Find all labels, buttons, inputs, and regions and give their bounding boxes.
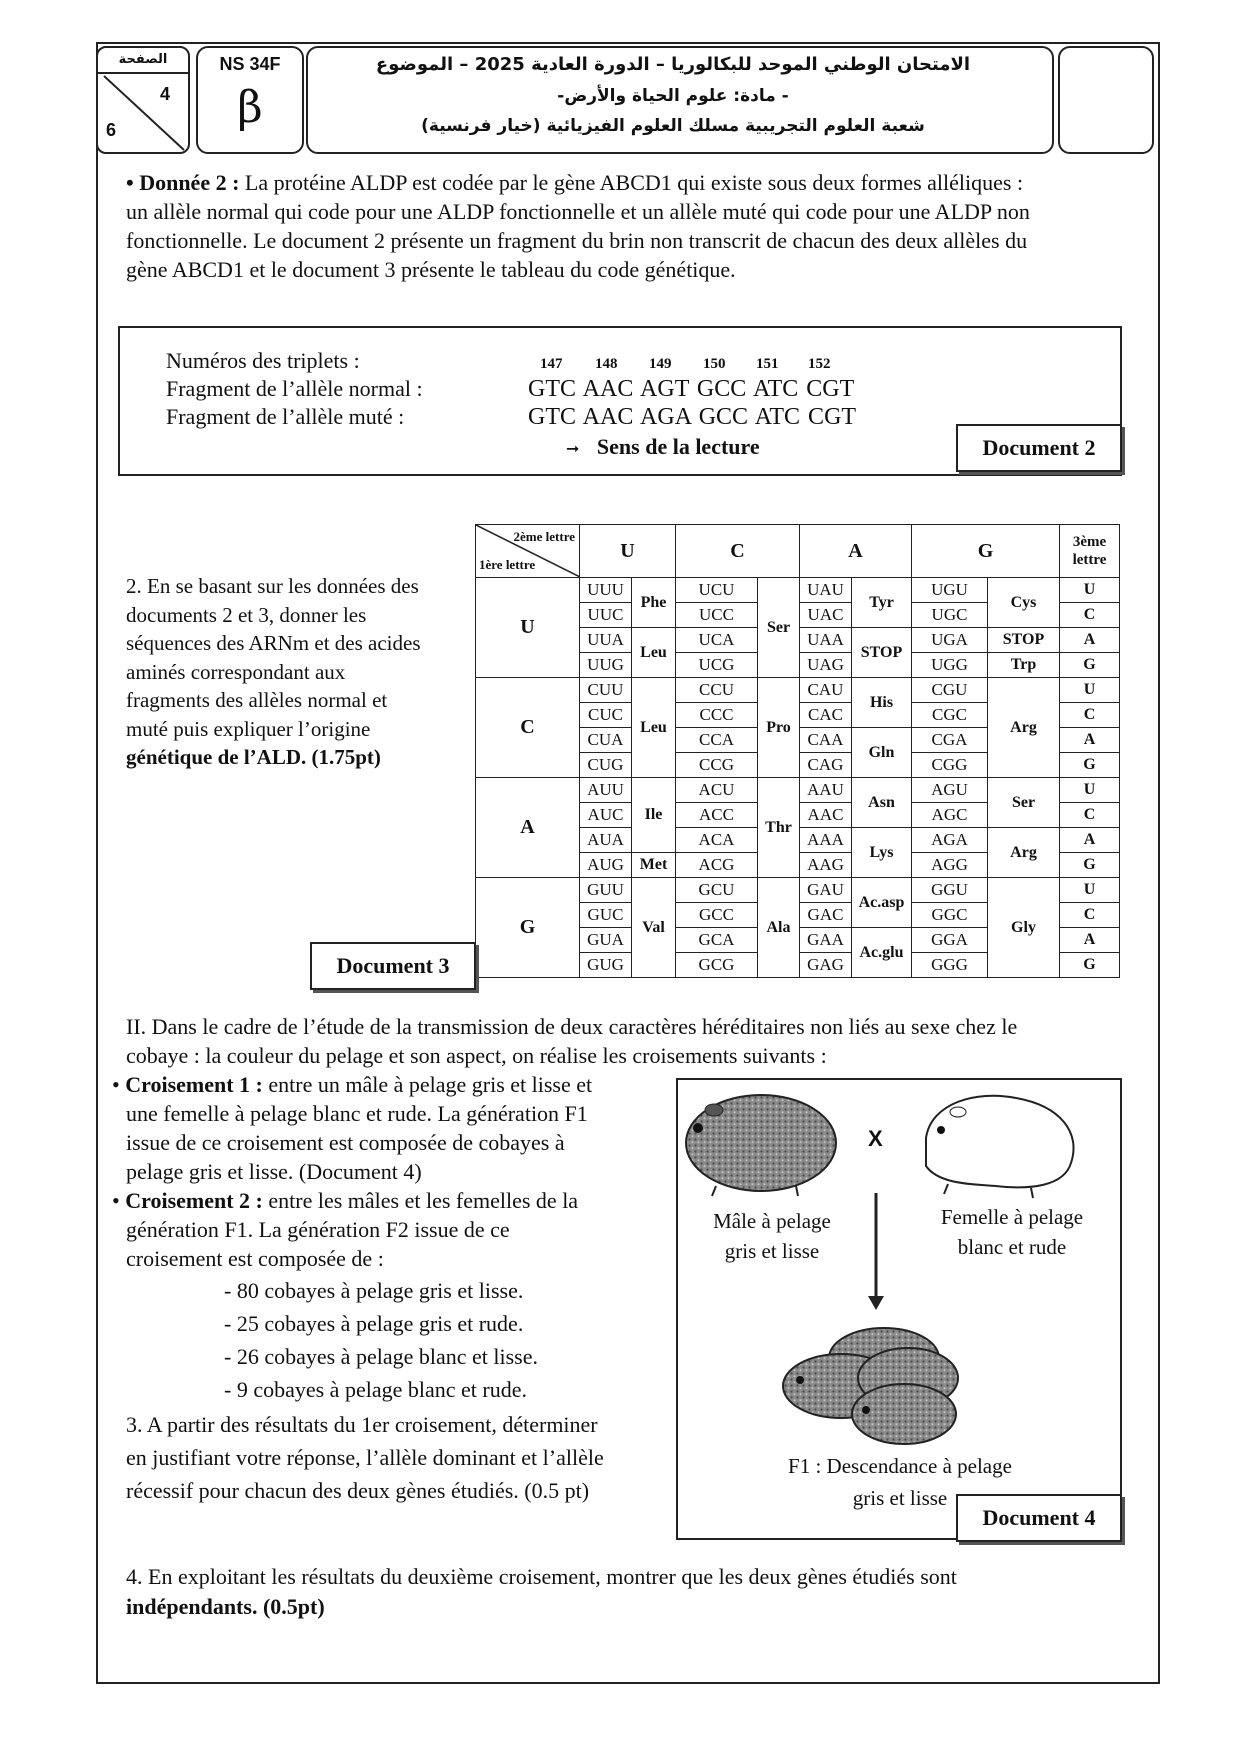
codon: AUC — [580, 803, 632, 828]
codon: AAA — [800, 828, 852, 853]
codon: UUG — [580, 653, 632, 678]
second-letter-header: G — [912, 525, 1060, 578]
amino-acid: Ile — [632, 778, 676, 853]
first-letter: U — [476, 578, 580, 678]
codon: GGC — [912, 903, 988, 928]
female-caption-line: Femelle à pelage — [940, 1205, 1084, 1229]
question2-line: génétique de l’ALD. (1.75pt) — [126, 745, 381, 769]
question3 — [126, 1408, 656, 1507]
amino-acid: Ala — [758, 878, 800, 978]
amino-acid: Ac.glu — [852, 928, 912, 978]
triplet-number: 149 — [649, 356, 672, 372]
codon: CCG — [676, 753, 758, 778]
codon: GCC — [676, 903, 758, 928]
croisement1-line: une femelle à pelage blanc et rude. La génération F1 — [126, 1101, 588, 1126]
third-letter: A — [1060, 928, 1120, 953]
cross-sign: X — [868, 1126, 883, 1151]
amino-acid: Thr — [758, 778, 800, 878]
codon: CCC — [676, 703, 758, 728]
reading-direction-label: Sens de la lecture — [596, 434, 760, 459]
donnee2-line: gène ABCD1 et le document 3 présente le tableau du code génétique. — [126, 257, 736, 282]
doc2-label-mute: Fragment de l’allèle muté : — [166, 404, 405, 429]
codon: CUA — [580, 728, 632, 753]
exam-title-line1: الامتحان الوطني الموحد للبكالوريا – الدورة العادية 2025 – الموضوع — [375, 54, 971, 75]
codon: GAA — [800, 928, 852, 953]
croisement1-line: entre un mâle à pelage gris et lisse et — [268, 1072, 593, 1097]
codon: UGG — [912, 653, 988, 678]
codon: GUC — [580, 903, 632, 928]
amino-acid: STOP — [988, 628, 1060, 653]
codon: AGG — [912, 853, 988, 878]
codon: AGU — [912, 778, 988, 803]
codon: CAA — [800, 728, 852, 753]
f2-result: - 26 cobayes à pelage blanc et lisse. — [224, 1344, 538, 1369]
codon: AGC — [912, 803, 988, 828]
third-letter: U — [1060, 678, 1120, 703]
amino-acid: Ser — [758, 578, 800, 678]
question4-line: 4. En exploitant les résultats du deuxième croisement, montrer que les deux gènes étudiés sont — [126, 1564, 957, 1589]
amino-acid: Gly — [988, 878, 1060, 978]
codon: AAU — [800, 778, 852, 803]
male-guinea-pig-icon — [686, 1095, 836, 1196]
exam-title-line2: - مادة: علوم الحياة والأرض- — [557, 86, 789, 106]
female-caption — [922, 1202, 1102, 1262]
croisement2-line: entre les mâles et les femelles de la — [268, 1188, 579, 1213]
amino-acid: Arg — [988, 828, 1060, 878]
codon: CAC — [800, 703, 852, 728]
exam-title-box — [306, 46, 1054, 154]
triplet-number: 147 — [540, 356, 563, 372]
codon: UCC — [676, 603, 758, 628]
f2-result: - 9 cobayes à pelage blanc et rude. — [224, 1377, 527, 1402]
corner-second-letter: 2ème lettre — [513, 529, 575, 544]
part2-intro-line: II. Dans le cadre de l’étude de la transmission de deux caractères héréditaires non liés au sexe chez le — [126, 1014, 1018, 1039]
codon: CAG — [800, 753, 852, 778]
third-letter: G — [1060, 653, 1120, 678]
codon: AGA — [912, 828, 988, 853]
question3-line: récessif pour chacun des deux gènes étudiés. (0.5 pt) — [126, 1478, 590, 1503]
f1-caption-line: gris et lisse — [852, 1486, 948, 1510]
codon: CGG — [912, 753, 988, 778]
codon: AAC — [800, 803, 852, 828]
document3-label: Document 3 — [310, 942, 476, 990]
question2-line: aminés correspondant aux — [126, 659, 346, 684]
codon: CAU — [800, 678, 852, 703]
codon: GAG — [800, 953, 852, 978]
reading-direction — [566, 434, 760, 460]
croisement2-label: Croisement 2 : — [125, 1188, 263, 1213]
normal-sequence: GTC AAC AGT GCC ATC CGT — [528, 376, 855, 402]
exam-variant: β — [237, 82, 263, 133]
codon: UGU — [912, 578, 988, 603]
donnee2-line: fonctionnelle. Le document 2 présente un fragment du brin non transcrit de chacun des deux allèles du — [126, 228, 1028, 253]
blank-box — [1058, 46, 1154, 154]
codon: UCG — [676, 653, 758, 678]
male-caption-line: Mâle à pelage — [713, 1209, 831, 1233]
codon: GCG — [676, 953, 758, 978]
page-total: 6 — [106, 120, 117, 140]
arrow-right-icon: ➞ — [566, 439, 580, 458]
document2-label: Document 2 — [956, 424, 1122, 472]
page-number-box — [96, 46, 190, 154]
codon: GGA — [912, 928, 988, 953]
amino-acid: Tyr — [852, 578, 912, 628]
third-letter: A — [1060, 728, 1120, 753]
doc2-label-normal: Fragment de l’allèle normal : — [166, 376, 423, 401]
question2 — [126, 572, 460, 772]
third-letter: A — [1060, 828, 1120, 853]
donnee2-label: • Donnée 2 : — [126, 170, 240, 195]
triplet-number: 148 — [595, 356, 618, 372]
amino-acid: Phe — [632, 578, 676, 628]
triplet-number: 150 — [703, 356, 726, 372]
exam-code: NS 34F — [219, 54, 281, 74]
third-letter-header: 3ème lettre — [1060, 525, 1120, 578]
codon: CGU — [912, 678, 988, 703]
codon: UAG — [800, 653, 852, 678]
amino-acid: Val — [632, 878, 676, 978]
codon: ACG — [676, 853, 758, 878]
triplet-number: 152 — [808, 356, 831, 372]
corner-first-letter: 1ère lettre — [479, 557, 536, 572]
codon: GCU — [676, 878, 758, 903]
amino-acid: Ser — [988, 778, 1060, 828]
donnee2-paragraph — [126, 168, 1126, 284]
codon: AUA — [580, 828, 632, 853]
codon: AAG — [800, 853, 852, 878]
page-label: الصفحة — [98, 48, 188, 74]
amino-acid: STOP — [852, 628, 912, 678]
second-letter-header: C — [676, 525, 800, 578]
codon: UAA — [800, 628, 852, 653]
codon: UUU — [580, 578, 632, 603]
third-letter: G — [1060, 853, 1120, 878]
third-letter: C — [1060, 603, 1120, 628]
down-arrow-icon — [868, 1193, 884, 1310]
amino-acid: Arg — [988, 678, 1060, 778]
codon: UAC — [800, 603, 852, 628]
part2-intro — [126, 1012, 1136, 1070]
amino-acid: His — [852, 678, 912, 728]
f1-caption-line: F1 : Descendance à pelage — [788, 1454, 1012, 1478]
codon: UGC — [912, 603, 988, 628]
exam-title-line3: شعبة العلوم التجريبية مسلك العلوم الفيزيائية (خيار فرنسية) — [421, 116, 925, 136]
question3-line: en justifiant votre réponse, l’allèle dominant et l’allèle — [126, 1445, 604, 1470]
exam-code-box — [196, 46, 304, 154]
croisement1-label: Croisement 1 : — [125, 1072, 263, 1097]
table-corner — [476, 525, 580, 578]
croisement1-line: issue de ce croisement est composée de cobayes à — [126, 1130, 565, 1155]
codon: CCU — [676, 678, 758, 703]
third-letter: U — [1060, 778, 1120, 803]
third-letter: C — [1060, 903, 1120, 928]
codon: CGC — [912, 703, 988, 728]
male-caption-line: gris et lisse — [724, 1239, 820, 1263]
genetic-code-table — [475, 524, 1120, 978]
amino-acid: Pro — [758, 678, 800, 778]
donnee2-line: un allèle normal qui code pour une ALDP fonctionnelle et un allèle muté qui code pour une ALDP non — [126, 199, 1030, 224]
amino-acid: Leu — [632, 628, 676, 678]
codon: GUU — [580, 878, 632, 903]
codon: GGU — [912, 878, 988, 903]
f2-result: - 80 cobayes à pelage gris et lisse. — [224, 1278, 524, 1303]
codon: GAC — [800, 903, 852, 928]
female-caption-line: blanc et rude — [957, 1235, 1067, 1259]
third-letter: G — [1060, 953, 1120, 978]
part2-intro-line: cobaye : la couleur du pelage et son aspect, on réalise les croisements suivants : — [126, 1043, 827, 1068]
third-letter: U — [1060, 878, 1120, 903]
f1-guinea-pigs-icon — [783, 1328, 958, 1444]
codon: AUU — [580, 778, 632, 803]
codon: GGG — [912, 953, 988, 978]
codon: CGA — [912, 728, 988, 753]
croisement1-line: pelage gris et lisse. (Document 4) — [126, 1159, 422, 1184]
amino-acid: Cys — [988, 578, 1060, 628]
codon: CUU — [580, 678, 632, 703]
codon: ACC — [676, 803, 758, 828]
third-letter: G — [1060, 753, 1120, 778]
question3-line: 3. A partir des résultats du 1er croisement, déterminer — [126, 1412, 598, 1437]
second-letter-header: A — [800, 525, 912, 578]
question2-line: fragments des allèles normal et — [126, 688, 388, 712]
second-letter-header: U — [580, 525, 676, 578]
codon: CUC — [580, 703, 632, 728]
croisement2: • Croisement 2 : entre les mâles et les femelles de la génération F1. La génération F2 issue de ce croisement est composée de : — [112, 1186, 632, 1273]
male-caption — [692, 1206, 852, 1266]
triplet-number: 151 — [756, 356, 779, 372]
donnee2-line: La protéine ALDP est codée par le gène ABCD1 qui existe sous deux formes alléliques : — [244, 170, 1024, 195]
amino-acid: Asn — [852, 778, 912, 828]
codon: AUG — [580, 853, 632, 878]
croisement1: • Croisement 1 : entre un mâle à pelage gris et lisse et une femelle à pelage blanc et rude. La génération F1 issue de ce croisement est composée de cobayes à pelage gris et lisse. (Document 4) — [112, 1070, 632, 1186]
third-letter: C — [1060, 703, 1120, 728]
codon: GCA — [676, 928, 758, 953]
codon: CCA — [676, 728, 758, 753]
codon: CUG — [580, 753, 632, 778]
document4-label: Document 4 — [956, 1494, 1122, 1542]
codon: UAU — [800, 578, 852, 603]
croisement2-line: croisement est composée de : — [126, 1246, 384, 1271]
f2-result: - 25 cobayes à pelage gris et rude. — [224, 1311, 524, 1336]
codon: GUA — [580, 928, 632, 953]
amino-acid: Gln — [852, 728, 912, 778]
first-letter: A — [476, 778, 580, 878]
codon: UUA — [580, 628, 632, 653]
question2-line: muté puis expliquer l’origine — [126, 716, 371, 741]
question4 — [126, 1562, 1136, 1622]
third-letter: C — [1060, 803, 1120, 828]
codon: UGA — [912, 628, 988, 653]
codon: ACA — [676, 828, 758, 853]
female-guinea-pig-icon — [926, 1096, 1074, 1198]
question4-line: indépendants. (0.5pt) — [126, 1594, 325, 1619]
codon: GAU — [800, 878, 852, 903]
question2-line: séquences des ARNm et des acides — [126, 631, 421, 655]
first-letter: C — [476, 678, 580, 778]
mute-sequence: GTC AAC AGA GCC ATC CGT — [528, 404, 857, 430]
amino-acid: Leu — [632, 678, 676, 778]
question2-line: documents 2 et 3, donner les — [126, 602, 367, 627]
amino-acid: Ac.asp — [852, 878, 912, 928]
amino-acid: Lys — [852, 828, 912, 878]
third-letter: A — [1060, 628, 1120, 653]
codon: UCU — [676, 578, 758, 603]
codon: ACU — [676, 778, 758, 803]
codon: UCA — [676, 628, 758, 653]
codon: UUC — [580, 603, 632, 628]
question2-line: 2. En se basant sur les données des — [126, 574, 419, 598]
first-letter: G — [476, 878, 580, 978]
croisement2-line: génération F1. La génération F2 issue de ce — [126, 1217, 510, 1242]
f2-results — [224, 1274, 624, 1406]
third-letter: U — [1060, 578, 1120, 603]
amino-acid: Trp — [988, 653, 1060, 678]
codon: GUG — [580, 953, 632, 978]
amino-acid: Met — [632, 853, 676, 878]
doc2-label-triplets: Numéros des triplets : — [166, 348, 360, 373]
page-number: 4 — [160, 84, 171, 104]
